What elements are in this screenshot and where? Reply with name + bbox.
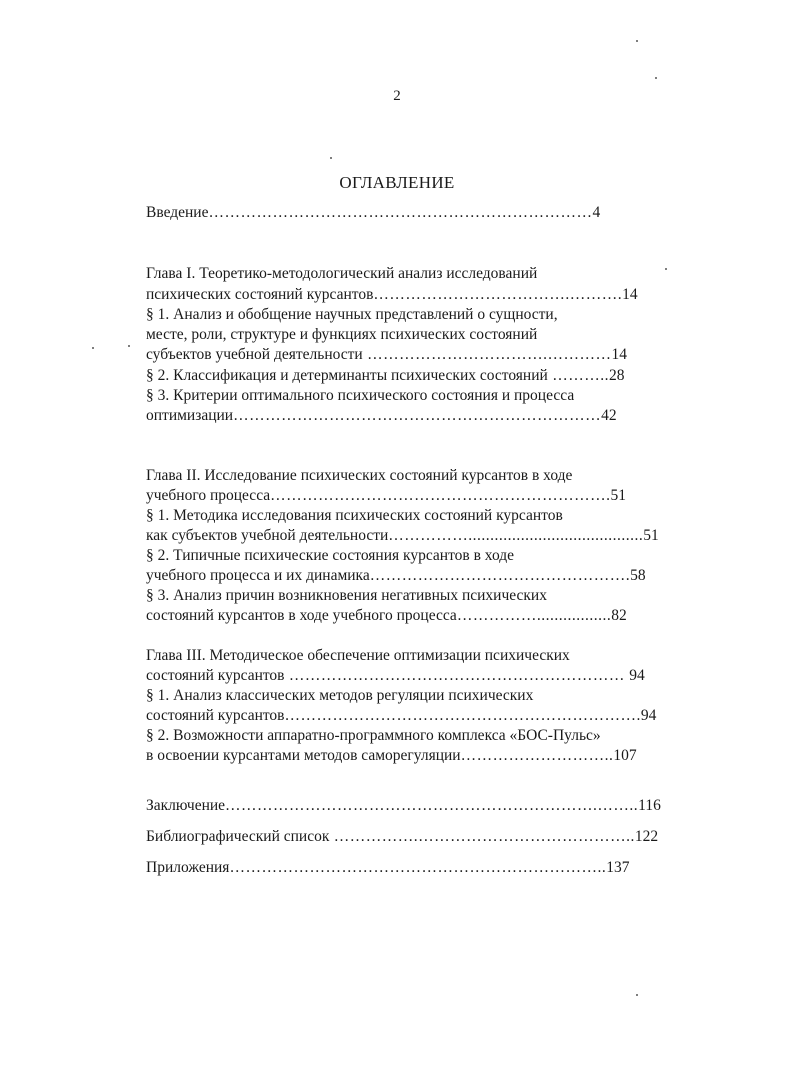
scan-speck xyxy=(665,268,667,270)
toc-entry-1-2[interactable] xyxy=(146,366,624,386)
toc-entry-1-3-line1[interactable] xyxy=(146,386,574,406)
toc-entry-1-1[interactable] xyxy=(146,345,627,365)
toc-entry-chapter-1-title[interactable] xyxy=(146,264,537,284)
toc-entry-text: как субъектов учебной деятельности xyxy=(146,527,389,544)
toc-entry-3-1[interactable] xyxy=(146,706,656,726)
toc-leader-dots: ……………................. xyxy=(456,607,612,624)
toc-page-number: 94 xyxy=(629,667,645,684)
toc-leader-dots: …………………………………………………………… xyxy=(233,407,602,424)
toc-entry-text: § 1. Методика исследования психических состояний курсантов xyxy=(146,507,563,524)
toc-entry-text: Приложения xyxy=(146,859,230,876)
toc-entry-2-2[interactable] xyxy=(146,566,646,586)
toc-entry-text: Заключение xyxy=(146,797,226,814)
toc-entry-text: психических состояний курсантов xyxy=(146,286,374,303)
toc-entry-3-2[interactable] xyxy=(146,746,637,766)
toc-entry-chapter-3[interactable] xyxy=(146,666,645,686)
toc-entry-introduction[interactable] xyxy=(146,203,600,223)
toc-entry-chapter-2-title[interactable] xyxy=(146,466,572,486)
toc-entry-text: § 1. Анализ и обобщение научных представлений о сущности, xyxy=(146,306,558,323)
toc-entry-2-1-line1[interactable] xyxy=(146,506,563,526)
toc-leader-dots: ……………………………………………………………… xyxy=(208,204,593,221)
toc-leader-dots: ……….. xyxy=(547,367,609,384)
toc-entry-chapter-1[interactable] xyxy=(146,285,638,305)
scan-speck xyxy=(92,347,94,349)
toc-page-number: 107 xyxy=(613,747,637,764)
toc-page-number: 28 xyxy=(608,367,625,384)
toc-leader-dots: ……………........................................ xyxy=(388,527,644,544)
scan-speck xyxy=(128,345,130,347)
toc-entry-3-1-line1[interactable] xyxy=(146,686,533,706)
toc-entry-text: оптимизации xyxy=(146,407,234,424)
toc-leader-dots: …………………………………………………………….. xyxy=(229,859,607,876)
toc-page-number: 122 xyxy=(634,828,659,845)
scan-speck xyxy=(330,157,332,159)
toc-entry-text: состояний курсантов xyxy=(146,707,285,724)
toc-page-number: 116 xyxy=(638,797,661,814)
page-number: 2 xyxy=(393,88,401,104)
toc-entry-1-1-line1[interactable] xyxy=(146,305,558,325)
toc-entry-3-2-line1[interactable] xyxy=(146,726,601,746)
toc-entry-text: состояний курсантов xyxy=(146,667,285,684)
toc-page-number: 51 xyxy=(610,487,627,504)
toc-entry-text: учебного процесса и их динамика xyxy=(146,567,370,584)
toc-page-number: 58 xyxy=(630,567,646,584)
toc-entry-text: § 3. Критерии оптимального психического состояния и процесса xyxy=(146,387,575,404)
toc-entry-chapter-3-title[interactable] xyxy=(146,646,570,666)
toc-page-number: 4 xyxy=(592,204,601,221)
toc-entry-text: учебного процесса xyxy=(146,487,271,504)
toc-entry-text: § 1. Анализ классических методов регуляции психических xyxy=(146,687,534,704)
toc-entry-text: § 2. Типичные психические состояния курсантов в ходе xyxy=(146,547,515,564)
toc-entry-2-1[interactable] xyxy=(146,526,659,546)
toc-entry-text: в освоении курсантами методов саморегуляции xyxy=(146,747,461,764)
toc-leader-dots: …………………………………………………………. xyxy=(284,707,641,724)
toc-leader-dots: ………………………………………………………. xyxy=(270,487,611,504)
toc-page-number: 42 xyxy=(601,407,617,424)
toc-entry-text: § 2. Классификация и детерминанты психических состояний xyxy=(146,367,548,384)
toc-leader-dots: ……………………………….………. xyxy=(373,286,623,303)
toc-entry-1-1-line2[interactable] xyxy=(146,325,537,345)
page-title: ОГЛАВЛЕНИЕ xyxy=(339,173,455,192)
toc-leader-dots: …………………………………………. xyxy=(369,567,631,584)
toc-page-number: 94 xyxy=(640,707,657,724)
toc-entry-text: § 2. Возможности аппаратно-программного комплекса «БОС-Пульс» xyxy=(146,727,601,744)
toc-entry-text: Библиографический список xyxy=(146,828,330,845)
toc-entry-chapter-2[interactable] xyxy=(146,486,626,506)
toc-leader-dots: …………………………………………………………….…….. xyxy=(225,797,639,814)
toc-entry-text: § 3. Анализ причин возникновения негативных психических xyxy=(146,587,547,604)
toc-leader-dots: …………….………………………………….. xyxy=(329,828,635,845)
toc-entry-bibliography[interactable] xyxy=(146,827,658,847)
toc-entry-1-3[interactable] xyxy=(146,406,617,426)
scan-speck xyxy=(636,40,638,42)
toc-leader-dots: …………………………….………… xyxy=(362,346,612,363)
toc-entry-appendices[interactable] xyxy=(146,858,629,878)
toc-page-number: 51 xyxy=(643,527,659,544)
scan-speck xyxy=(655,77,657,79)
toc-page-number: 14 xyxy=(611,346,627,363)
toc-entry-text: Введение xyxy=(146,204,209,221)
toc-entry-2-2-line1[interactable] xyxy=(146,546,514,566)
toc-entry-text: Глава II. Исследование психических состояний курсантов в ходе xyxy=(146,467,573,484)
scan-speck xyxy=(636,994,638,996)
toc-entry-text: месте, роли, структуре и функциях психических состояний xyxy=(146,326,538,343)
toc-entry-2-3[interactable] xyxy=(146,606,627,626)
toc-entry-2-3-line1[interactable] xyxy=(146,586,547,606)
toc-leader-dots: ……………………………………………………… xyxy=(284,667,630,684)
toc-entry-text: Глава I. Теоретико-методологический анализ исследований xyxy=(146,265,538,282)
toc-page-number: 137 xyxy=(606,859,630,876)
toc-leader-dots: ……………………….. xyxy=(460,747,614,764)
toc-entry-text: Глава III. Методическое обеспечение оптимизации психических xyxy=(146,647,570,664)
toc-page-number: 14 xyxy=(622,286,638,303)
toc-entry-conclusion[interactable] xyxy=(146,796,661,816)
toc-page-number: 82 xyxy=(611,607,627,624)
toc-entry-text: состояний курсантов в ходе учебного процесса xyxy=(146,607,457,624)
toc-entry-text: субъектов учебной деятельности xyxy=(146,346,363,363)
